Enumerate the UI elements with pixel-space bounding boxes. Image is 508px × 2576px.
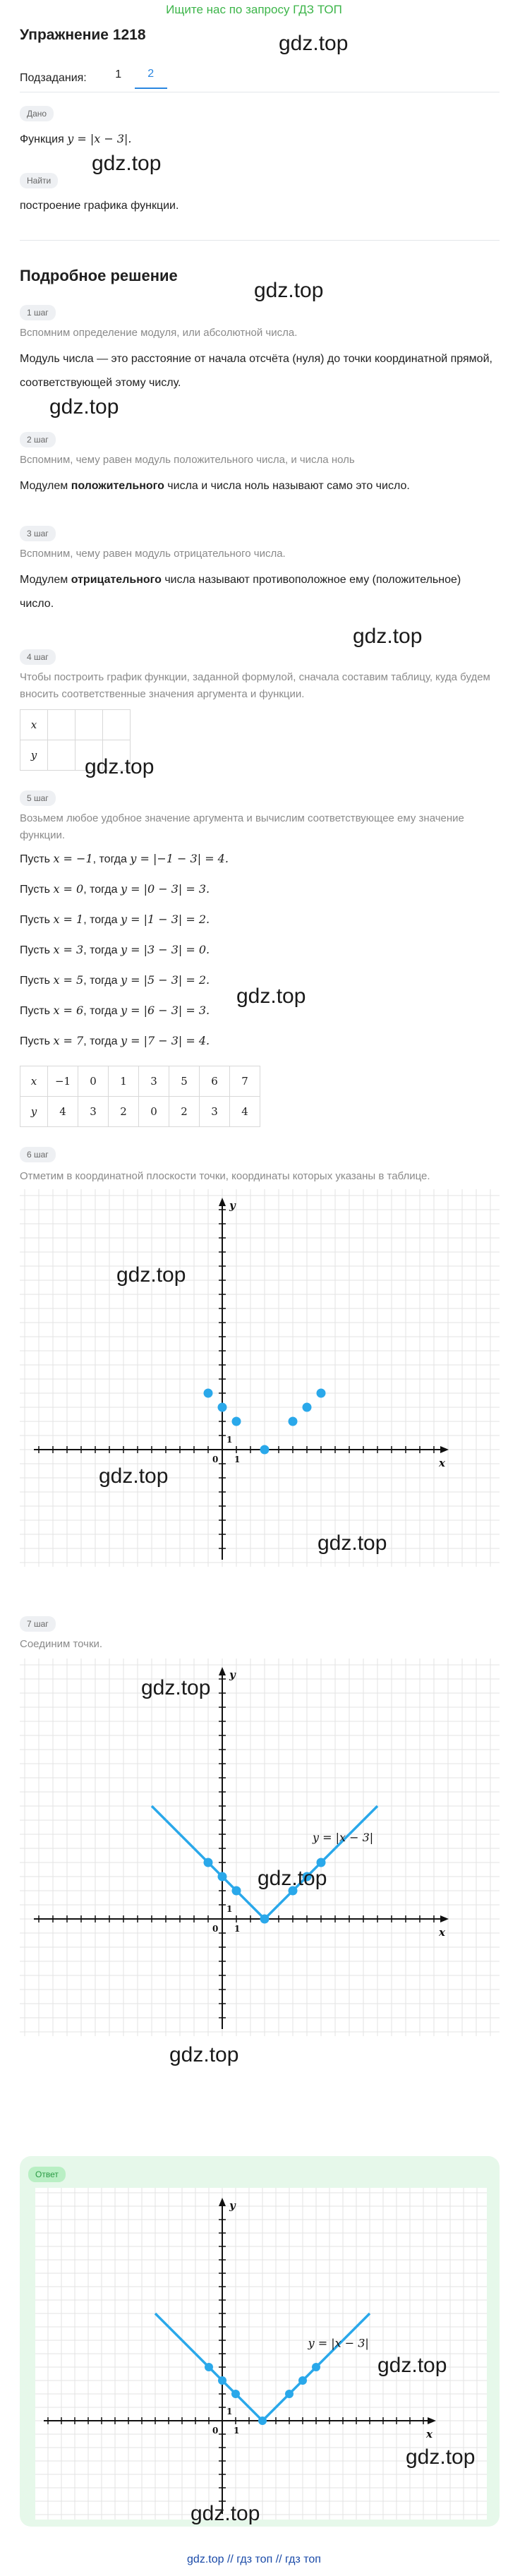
data-point: [260, 1445, 270, 1455]
given-formula: y = |x − 3|.: [67, 132, 132, 145]
given-badge: Дано: [20, 106, 54, 121]
origin-label: 0: [212, 2426, 219, 2436]
table-cell: 5: [169, 1066, 200, 1097]
solution-heading: Подробное решение: [20, 267, 178, 284]
x-axis-label: x: [439, 1457, 445, 1469]
table-cell: 1: [109, 1066, 139, 1097]
calc-line-pre: Пусть: [20, 975, 54, 987]
data-point: [298, 2376, 307, 2385]
find-badge: Найти: [20, 173, 58, 188]
data-point: [218, 1872, 227, 1882]
table-cell: 4: [48, 1097, 78, 1127]
watermark: gdz.top: [318, 1531, 387, 1555]
step-6-badge: 6 шаг: [20, 1147, 56, 1162]
watermark: gdz.top: [236, 985, 306, 1008]
data-point: [317, 1389, 326, 1398]
y-axis-label: y: [229, 1668, 236, 1681]
table-x-label: x: [20, 710, 48, 740]
calc-line: [20, 938, 492, 963]
data-point: [204, 1389, 213, 1398]
calc-line-y: y = |0 − 3| = 3.: [120, 882, 210, 896]
calc-line-mid: , тогда: [92, 853, 131, 865]
step-5-hint: Возьмем любое удобное значение аргумента и вычислим соответствующее ему значение функции.: [20, 812, 464, 841]
data-point: [317, 1858, 326, 1867]
watermark: gdz.top: [279, 32, 349, 55]
calc-line-y: y = |7 − 3| = 4.: [120, 1034, 210, 1047]
calc-line-y: y = |5 − 3| = 2.: [120, 973, 210, 987]
data-point: [303, 1403, 312, 1412]
calc-line-x: x = −1: [53, 852, 93, 865]
x-unit-label: 1: [234, 1924, 241, 1934]
origin-label: 0: [212, 1924, 219, 1934]
step-2-text-a: Модулем: [20, 480, 71, 492]
table-cell: 2: [169, 1097, 200, 1127]
calc-line-y: y = |3 − 3| = 0.: [120, 943, 210, 956]
calc-line-y: y = |1 − 3| = 2.: [120, 913, 210, 926]
watermark: gdz.top: [353, 625, 423, 648]
y-unit-label: 1: [226, 2407, 233, 2416]
table-cell: 0: [78, 1066, 109, 1097]
table-cell: 6: [200, 1066, 230, 1097]
origin-label: 0: [212, 1455, 219, 1464]
data-point: [258, 2416, 267, 2425]
watermark: gdz.top: [116, 1263, 186, 1287]
watermark: gdz.top: [190, 2502, 260, 2525]
watermark: gdz.top: [85, 755, 155, 778]
calc-line-y: y = |−1 − 3| = 4.: [130, 852, 229, 865]
table-row-label: x: [20, 1066, 48, 1097]
watermark: gdz.top: [406, 2445, 476, 2469]
x-axis-label: x: [439, 1926, 445, 1939]
table-row-label: y: [20, 1097, 48, 1127]
y-axis-label: y: [229, 2199, 236, 2212]
points-graph: [20, 1189, 500, 1567]
data-point: [312, 2363, 320, 2371]
calc-line-x: x = 1: [53, 913, 84, 926]
step-3-text-a: Модулем: [20, 574, 71, 586]
data-point: [204, 1858, 213, 1867]
data-point: [285, 2390, 294, 2398]
calc-line-y: y = |6 − 3| = 3.: [120, 1004, 210, 1017]
x-unit-label: 1: [234, 1455, 241, 1464]
footer-links[interactable]: gdz.top // гдз топ // гдз топ: [187, 2553, 321, 2565]
step-6-hint: Отметим в координатной плоскости точки, координаты которых указаны в таблице.: [20, 1170, 430, 1182]
y-unit-label: 1: [226, 1904, 233, 1914]
top-banner[interactable]: Ищите нас по запросу ГДЗ ТОП: [166, 3, 342, 16]
watermark: gdz.top: [49, 395, 119, 419]
calc-line: [20, 847, 492, 872]
watermark: gdz.top: [169, 2043, 239, 2066]
step-3-badge: 3 шаг: [20, 526, 56, 541]
step-4-badge: 4 шаг: [20, 649, 56, 665]
line-graph: [20, 1659, 500, 2036]
calc-line-mid: , тогда: [83, 1005, 121, 1017]
table-cell: 3: [139, 1066, 169, 1097]
y-unit-label: 1: [226, 1435, 233, 1445]
function-label: y = |x − 3|: [313, 1831, 374, 1844]
table-cell: 7: [230, 1066, 260, 1097]
data-point: [232, 1417, 241, 1426]
step-3-text-bold: отрицательного: [71, 574, 162, 586]
calc-line-pre: Пусть: [20, 944, 54, 956]
data-point: [218, 1403, 227, 1412]
calc-line-pre: Пусть: [20, 914, 54, 926]
calc-line-mid: , тогда: [83, 884, 121, 896]
watermark: gdz.top: [99, 1464, 169, 1488]
data-point: [289, 1417, 298, 1426]
watermark: gdz.top: [254, 279, 324, 302]
graph-background: [20, 1659, 500, 2036]
step-2-badge: 2 шаг: [20, 432, 56, 447]
table-cell: −1: [48, 1066, 78, 1097]
data-point: [232, 1886, 241, 1896]
subtask-tab-1[interactable]: 1: [115, 68, 122, 80]
step-3-text-b: числа называют противоположное ему (положительное) число.: [20, 574, 461, 610]
function-label: y = |x − 3|: [308, 2336, 369, 2350]
answer-badge: Ответ: [28, 2167, 66, 2182]
calc-line-mid: , тогда: [83, 914, 121, 926]
table-cell: 3: [200, 1097, 230, 1127]
calc-line: [20, 1029, 492, 1054]
divider: [20, 240, 500, 241]
table-y-label: y: [20, 740, 48, 771]
data-point: [205, 2363, 213, 2371]
calc-line: [20, 908, 492, 932]
step-3-hint: Вспомним, чему равен модуль отрицательного числа.: [20, 548, 286, 560]
x-unit-label: 1: [234, 2426, 240, 2436]
calc-line-pre: Пусть: [20, 853, 54, 865]
calc-line-mid: , тогда: [83, 1035, 121, 1047]
subtask-tab-2[interactable]: 2: [135, 68, 167, 89]
calc-line: [20, 877, 492, 902]
calc-line-x: x = 3: [53, 943, 84, 956]
step-3-text: [20, 568, 492, 616]
step-5-badge: 5 шаг: [20, 790, 56, 806]
calc-line-pre: Пусть: [20, 884, 54, 896]
step-2-text: [20, 474, 492, 498]
watermark: gdz.top: [258, 1867, 327, 1890]
y-axis-label: y: [229, 1199, 236, 1212]
step-7-hint: Соединим точки.: [20, 1638, 103, 1650]
step-1-text: Модуль числа — это расстояние от начала отсчёта (нуля) до точки координатной прямой, соответствующей этому числу.: [20, 353, 492, 389]
calc-line-pre: Пусть: [20, 1035, 54, 1047]
step-2-hint: Вспомним, чему равен модуль положительного числа, и числа ноль: [20, 454, 355, 466]
step-2-text-bold: положительного: [71, 480, 164, 492]
find-text: построение графика функции.: [20, 200, 179, 212]
data-point: [231, 2390, 240, 2398]
calc-line-x: x = 5: [53, 973, 84, 987]
page-title: Упражнение 1218: [20, 27, 146, 43]
x-axis-label: x: [426, 2428, 433, 2440]
calc-line-x: x = 0: [53, 882, 84, 896]
given-prefix: Функция: [20, 133, 68, 145]
table-cell: 0: [139, 1097, 169, 1127]
watermark: gdz.top: [377, 2354, 447, 2377]
graph-background: [20, 1189, 500, 1567]
subtasks-label: Подзадания:: [20, 72, 87, 84]
table-cell: 4: [230, 1097, 260, 1127]
calc-line-x: x = 6: [53, 1004, 84, 1017]
step-4-hint: Чтобы построить график функции, заданной формулой, сначала составим таблицу, куда будем вносить соответственные значения аргумента и функции.: [20, 671, 490, 700]
calc-line-x: x = 7: [53, 1034, 84, 1047]
given-text: [20, 127, 492, 152]
step-1-badge: 1 шаг: [20, 305, 56, 320]
subtasks-bar: [20, 68, 167, 89]
data-point: [260, 1915, 270, 1924]
step-7-badge: 7 шаг: [20, 1616, 56, 1632]
watermark: gdz.top: [141, 1676, 211, 1699]
data-point: [218, 2376, 226, 2385]
table-cell: 3: [78, 1097, 109, 1127]
table-cell: 2: [109, 1097, 139, 1127]
calc-line-mid: , тогда: [83, 944, 121, 956]
step-2-text-b: числа и числа ноль называют само это число.: [164, 480, 410, 492]
step-1-hint: Вспомним определение модуля, или абсолютной числа.: [20, 327, 298, 339]
calc-line-mid: , тогда: [83, 975, 121, 987]
watermark: gdz.top: [92, 152, 162, 175]
calc-line-pre: Пусть: [20, 1005, 54, 1017]
value-table: [20, 1066, 260, 1127]
